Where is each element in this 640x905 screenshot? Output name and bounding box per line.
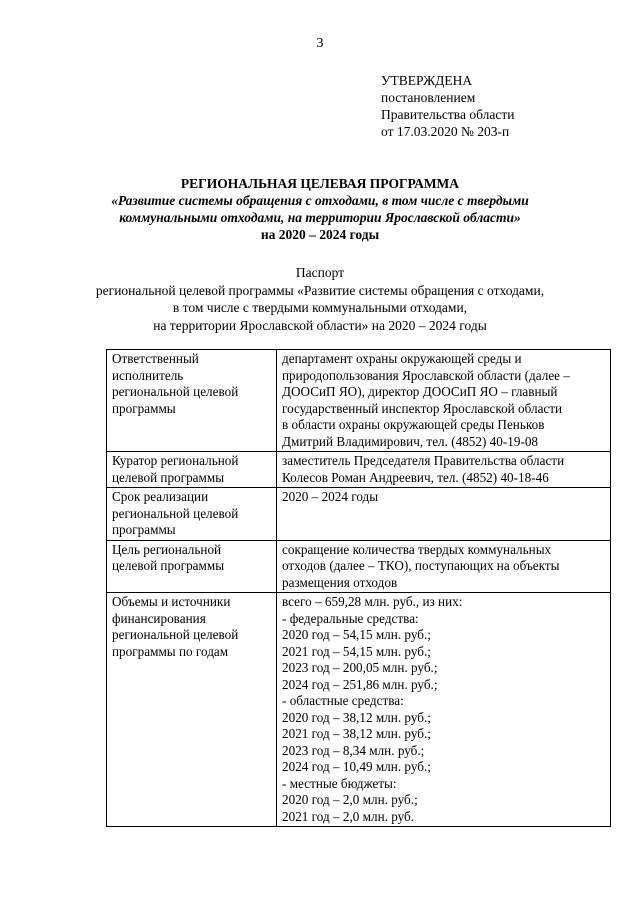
row-label-line: исполнитель <box>112 367 184 383</box>
row-label-cell <box>107 488 277 541</box>
row-value-line: отходов (далее – ТКО), поступающих на объекты <box>282 558 560 573</box>
row-value-cell <box>277 593 611 827</box>
program-title <box>0 175 640 243</box>
row-value-line: - местные бюджеты: <box>282 775 397 791</box>
approval-stamp <box>381 72 514 140</box>
table-row <box>107 540 611 593</box>
row-value-line: 2023 год – 200,05 млн. руб.; <box>282 660 438 675</box>
passport-table <box>106 349 611 827</box>
row-label-line: Цель региональной <box>112 541 222 557</box>
row-label-line: Ответственный <box>112 351 199 366</box>
row-label-line: целевой программы <box>112 469 225 485</box>
table-row <box>107 488 611 541</box>
row-value-line: всего – 659,28 млн. руб., из них: <box>282 594 463 609</box>
approval-line: от 17.03.2020 № 203-п <box>381 124 510 139</box>
row-value-line: департамент охраны окружающей среды и <box>282 351 522 366</box>
program-name-line: «Развитие системы обращения с отходами, в том числе с твердыми <box>111 193 529 208</box>
row-label-line: финансирования <box>112 610 206 626</box>
approval-line: постановлением <box>381 90 476 105</box>
row-label-line: региональной целевой <box>112 505 239 521</box>
row-value-line: сокращение количества твердых коммунальных <box>282 541 552 557</box>
row-value-line: 2024 год – 10,49 млн. руб.; <box>282 759 431 774</box>
row-label-line: региональной целевой <box>112 384 239 399</box>
approval-line: УТВЕРЖДЕНА <box>381 73 473 88</box>
row-value-line: государственный инспектор Ярославской области <box>282 400 563 416</box>
row-label-cell <box>107 452 277 488</box>
table-row <box>107 452 611 488</box>
row-value-line: 2021 год – 54,15 млн. руб.; <box>282 643 431 659</box>
row-label-cell <box>107 350 277 452</box>
row-value-line: 2024 год – 251,86 млн. руб.; <box>282 676 438 692</box>
row-value-line: 2021 год – 2,0 млн. руб. <box>282 808 415 824</box>
row-value-line: 2020 – 2024 годы <box>282 489 379 504</box>
row-value-line: 2020 год – 54,15 млн. руб.; <box>282 627 431 642</box>
row-label-line: Объемы и источники <box>112 594 231 609</box>
table-row <box>107 350 611 452</box>
row-value-line: 2023 год – 8,34 млн. руб.; <box>282 742 425 758</box>
row-label-line: Срок реализации <box>112 489 209 504</box>
row-value-line: заместитель Председателя Правительства области <box>282 453 565 468</box>
passport-line: региональной целевой программы «Развитие системы обращения с отходами, <box>95 282 545 298</box>
approval-line: Правительства области <box>381 107 515 122</box>
passport-line: на территории Ярославской области» на 2020 – 2024 годы <box>153 317 487 333</box>
row-value-line: 2020 год – 38,12 млн. руб.; <box>282 709 431 725</box>
row-value-line: в области охраны окружающей среды Пеньков <box>282 417 545 432</box>
row-value-line: - федеральные средства: <box>282 610 419 626</box>
row-value-line: Колесов Роман Андреевич, тел. (4852) 40-18-46 <box>282 469 549 485</box>
row-value-cell <box>277 488 611 541</box>
row-value-line: 2020 год – 2,0 млн. руб.; <box>282 792 418 807</box>
row-value-line: 2021 год – 38,12 млн. руб.; <box>282 726 431 741</box>
row-label-cell <box>107 593 277 827</box>
row-label-cell <box>107 540 277 593</box>
row-value-cell <box>277 452 611 488</box>
program-heading: РЕГИОНАЛЬНАЯ ЦЕЛЕВАЯ ПРОГРАММА <box>180 176 460 191</box>
page-number: 3 <box>316 36 324 51</box>
row-label-line: целевой программы <box>112 558 225 573</box>
passport-line: в том числе с твердыми коммунальными отходами, <box>172 300 468 315</box>
row-label-line: программы <box>112 400 176 416</box>
program-name-line: коммунальными отходами, на территории Ярославской области» <box>119 210 521 225</box>
row-value-line: - областные средства: <box>282 693 404 708</box>
row-value-line: ДООСиП ЯО), директор ДООСиП ЯО – главный <box>282 384 558 399</box>
passport-heading <box>0 264 640 334</box>
row-label-line: программы <box>112 522 176 537</box>
row-label-line: Куратор региональной <box>112 453 239 468</box>
row-label-line: региональной целевой <box>112 627 239 642</box>
row-label-line: программы по годам <box>112 643 229 659</box>
row-value-line: природопользования Ярославской области (далее – <box>282 367 570 383</box>
table-row <box>107 593 611 827</box>
row-value-cell <box>277 540 611 593</box>
row-value-cell <box>277 350 611 452</box>
passport-table-body <box>107 350 611 827</box>
program-years: на 2020 – 2024 годы <box>260 227 380 242</box>
passport-title: Паспорт <box>295 265 345 280</box>
row-value-line: размещения отходов <box>282 574 398 590</box>
row-value-line: Дмитрий Владимирович, тел. (4852) 40-19-08 <box>282 433 539 449</box>
